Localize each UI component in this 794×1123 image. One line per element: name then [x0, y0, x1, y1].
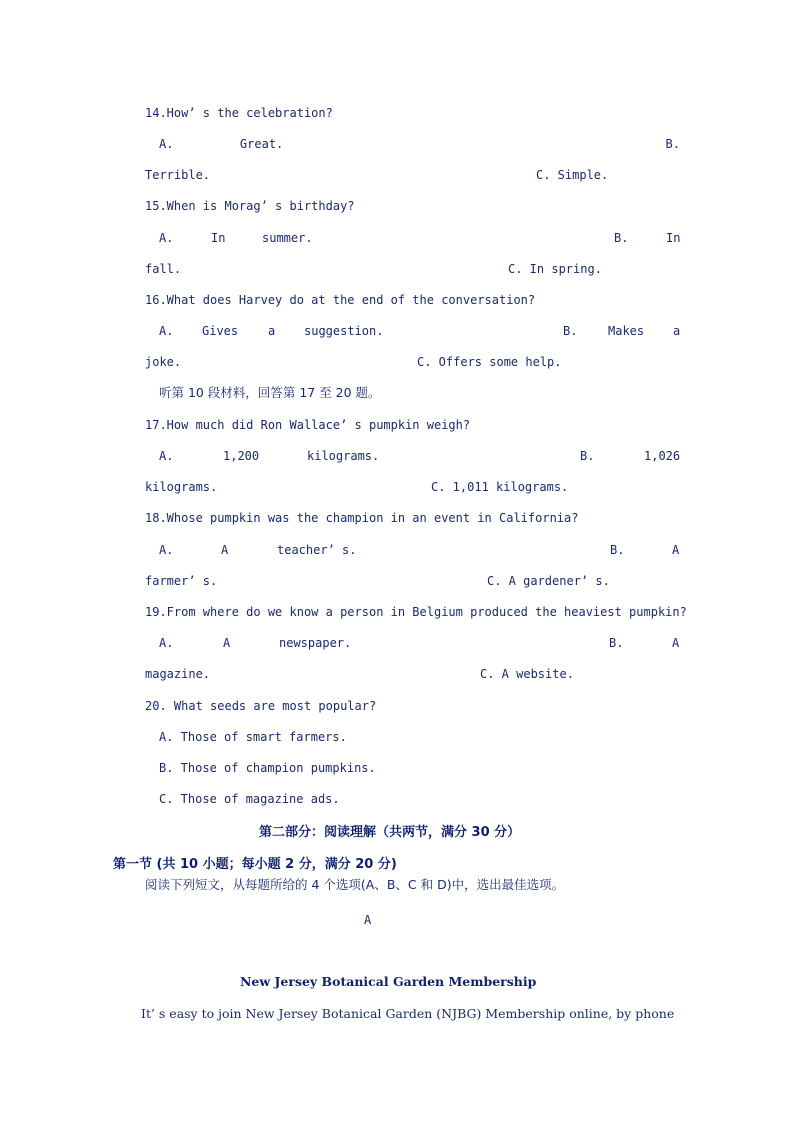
q14-option-c: C. Simple. [536, 168, 609, 182]
q16-b-rest: joke. [145, 355, 182, 369]
q17-b-rest: kilograms. [145, 480, 218, 494]
q14-a-label: A. [159, 137, 174, 151]
q14-a-text: Great. [239, 137, 284, 151]
q18-b-w1: A [672, 543, 680, 557]
q19-a-w1: A [223, 636, 231, 650]
q19-b-w1: A [672, 636, 680, 650]
q20-option-b: B. Those of champion pumpkins. [159, 761, 376, 775]
q16-option-c: C. Offers some help. [417, 355, 562, 369]
q16-a-w2: a [268, 324, 276, 338]
q18-a-w1: A [221, 543, 229, 557]
q19-a-w2: newspaper. [279, 636, 352, 650]
q15-a-w1: In [211, 231, 226, 245]
q16-b-w2: a [673, 324, 681, 338]
q18-stem: 18.Whose pumpkin was the champion in an event in California? [145, 511, 579, 525]
q20-stem: 20. What seeds are most popular? [145, 699, 377, 713]
q15-b-label: B. [614, 231, 629, 245]
q18-b-label: B. [610, 543, 625, 557]
passage-title: New Jersey Botanical Garden Membership [240, 974, 537, 989]
q19-a-label: A. [159, 636, 174, 650]
q14-stem: 14.How’ s the celebration? [145, 106, 333, 120]
q16-a-w1: Gives [202, 324, 239, 338]
passage-label: A [364, 913, 372, 927]
part2-title: 第二部分：阅读理解（共两节，满分 30 分） [259, 825, 521, 840]
q20-option-a: A. Those of smart farmers. [159, 730, 347, 744]
q20-option-c: C. Those of magazine ads. [159, 792, 340, 806]
q17-stem: 17.How much did Ron Wallace’ s pumpkin weigh? [145, 418, 471, 432]
passage-first-line: It’ s easy to join New Jersey Botanical Garden (NJBG) Membership online, by phone [141, 1006, 675, 1021]
q19-option-c: C. A website. [480, 667, 574, 681]
q17-a-w1: 1,200 [223, 449, 260, 463]
q16-a-w3: suggestion. [304, 324, 384, 338]
q14-b-label: B. [665, 137, 680, 151]
q18-b-rest: farmer’ s. [145, 574, 218, 588]
q16-b-w1: Makes [608, 324, 645, 338]
q16-a-label: A. [159, 324, 174, 338]
section1-title: 第一节 (共 10 小题；每小题 2 分，满分 20 分) [113, 857, 397, 872]
q17-option-c: C. 1,011 kilograms. [431, 480, 569, 494]
q17-b-label: B. [580, 449, 595, 463]
q15-a-label: A. [159, 231, 174, 245]
q19-stem: 19.From where do we know a person in Belgium produced the heaviest pumpkin? [145, 605, 687, 619]
q15-b-rest: fall. [145, 262, 182, 276]
q17-b-w1: 1,026 [644, 449, 681, 463]
q14-option-a [159, 137, 283, 151]
q15-stem: 15.When is Morag’ s birthday? [145, 199, 355, 213]
q15-b-w1: In [666, 231, 681, 245]
q14-options-row1 [159, 137, 680, 151]
q17-a-label: A. [159, 449, 174, 463]
q18-option-c: C. A gardener’ s. [487, 574, 610, 588]
q18-a-w2: teacher’ s. [277, 543, 357, 557]
q18-a-label: A. [159, 543, 174, 557]
q19-b-label: B. [609, 636, 624, 650]
q14-b-text: Terrible. [145, 168, 211, 182]
instruction-passage-10: 听第 10 段材料，回答第 17 至 20 题。 [159, 385, 381, 400]
reading-instruction: 阅读下列短文，从每题所给的 4 个选项(A、B、C 和 D)中，选出最佳选项。 [145, 877, 565, 892]
q15-option-c: C. In spring. [508, 262, 602, 276]
q16-b-label: B. [563, 324, 578, 338]
q15-a-w2: summer. [262, 231, 313, 245]
q19-b-rest: magazine. [145, 667, 211, 681]
q16-stem: 16.What does Harvey do at the end of the conversation? [145, 293, 536, 307]
q17-a-w2: kilograms. [307, 449, 380, 463]
